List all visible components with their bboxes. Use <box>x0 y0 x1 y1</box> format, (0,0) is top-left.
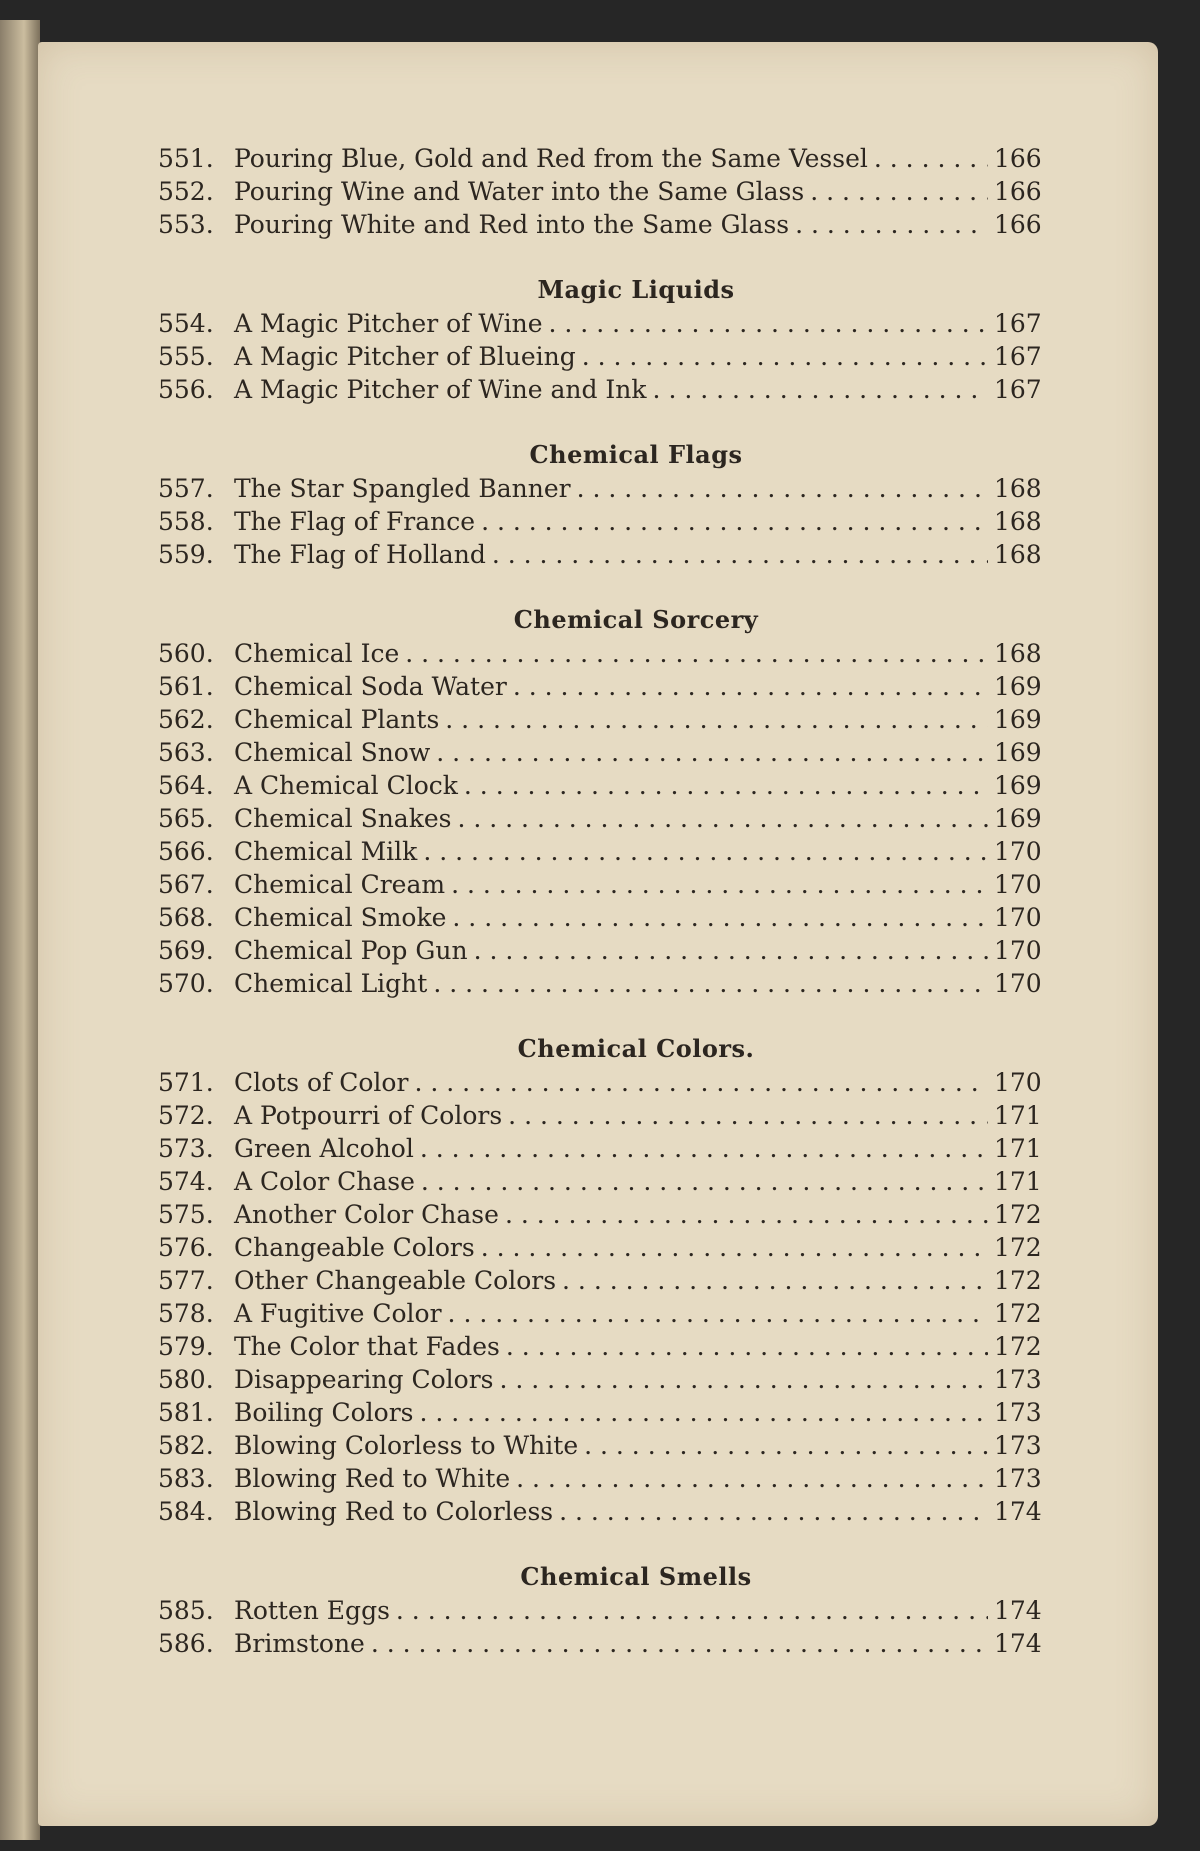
leader-dots <box>371 1629 988 1658</box>
toc-entry <box>158 1497 1042 1530</box>
toc-entry <box>158 1068 1042 1101</box>
toc-entry <box>158 1299 1042 1332</box>
leader-dots <box>421 1167 988 1196</box>
leader-dots <box>396 1596 988 1625</box>
entry-page: 170 <box>994 936 1042 965</box>
toc-entry <box>158 1167 1042 1200</box>
leader-dots <box>451 870 988 899</box>
entry-title: Another Color Chase <box>234 1200 499 1229</box>
entry-page: 166 <box>994 144 1042 173</box>
entry-number: 582. <box>158 1431 214 1460</box>
entry-number: 555. <box>158 342 214 371</box>
entry-page: 169 <box>994 738 1042 767</box>
entry-page: 172 <box>994 1299 1042 1328</box>
entry-title: Chemical Snakes <box>234 804 452 833</box>
leader-dots <box>516 1464 988 1493</box>
entry-title: Chemical Snow <box>234 738 431 767</box>
entry-number: 574. <box>158 1167 214 1196</box>
entry-title: A Chemical Clock <box>234 771 458 800</box>
toc-entry <box>158 144 1042 177</box>
leader-dots <box>405 639 988 668</box>
entry-page: 170 <box>994 969 1042 998</box>
leader-dots <box>452 903 988 932</box>
entry-title: Clots of Color <box>234 1068 409 1097</box>
toc-entry <box>158 1266 1042 1299</box>
entry-page: 166 <box>994 177 1042 206</box>
entry-page: 171 <box>994 1101 1042 1130</box>
entry-page: 169 <box>994 804 1042 833</box>
entry-page: 169 <box>994 771 1042 800</box>
entry-number: 554. <box>158 309 214 338</box>
toc-entry <box>158 507 1042 540</box>
entry-number: 581. <box>158 1398 214 1427</box>
entry-title: A Magic Pitcher of Blueing <box>234 342 576 371</box>
entry-number: 556. <box>158 375 214 404</box>
entry-page: 171 <box>994 1134 1042 1163</box>
entry-number: 569. <box>158 936 214 965</box>
entry-page: 172 <box>994 1200 1042 1229</box>
entry-page: 174 <box>994 1629 1042 1658</box>
entry-number: 557. <box>158 474 214 503</box>
entry-number: 561. <box>158 672 214 701</box>
section-heading: Chemical Smells <box>520 1562 752 1591</box>
leader-dots <box>584 1431 988 1460</box>
entry-number: 567. <box>158 870 214 899</box>
entry-number: 559. <box>158 540 214 569</box>
entry-title: Disappearing Colors <box>234 1365 494 1394</box>
entry-title: Blowing Red to White <box>234 1464 511 1493</box>
toc-entry <box>158 1200 1042 1233</box>
toc-entry <box>158 804 1042 837</box>
leader-dots <box>433 969 988 998</box>
entry-page: 172 <box>994 1266 1042 1295</box>
entry-title: Changeable Colors <box>234 1233 475 1262</box>
entry-number: 560. <box>158 639 214 668</box>
leader-dots <box>508 1101 988 1130</box>
entry-title: Chemical Ice <box>234 639 400 668</box>
toc-entry <box>158 1398 1042 1431</box>
leader-dots <box>420 1134 988 1163</box>
entry-page: 166 <box>994 210 1042 239</box>
toc-entry <box>158 1464 1042 1497</box>
entry-number: 572. <box>158 1101 214 1130</box>
entry-title: Chemical Light <box>234 969 428 998</box>
entry-page: 168 <box>994 507 1042 536</box>
table-of-contents <box>158 144 1042 1662</box>
entry-page: 169 <box>994 672 1042 701</box>
toc-entry <box>158 738 1042 771</box>
leader-dots <box>559 1497 988 1526</box>
entry-number: 563. <box>158 738 214 767</box>
leader-dots <box>436 738 988 767</box>
toc-entry <box>158 309 1042 342</box>
leader-dots <box>505 1200 988 1229</box>
entry-title: Pouring White and Red into the Same Glass <box>234 210 790 239</box>
toc-entry <box>158 540 1042 573</box>
leader-dots <box>810 177 988 206</box>
entry-number: 571. <box>158 1068 214 1097</box>
leader-dots <box>500 1365 989 1394</box>
toc-entry <box>158 1134 1042 1167</box>
entry-number: 580. <box>158 1365 214 1394</box>
toc-entry <box>158 771 1042 804</box>
entry-title: Chemical Cream <box>234 870 446 899</box>
entry-page: 173 <box>994 1365 1042 1394</box>
leader-dots <box>582 342 988 371</box>
leader-dots <box>414 1068 988 1097</box>
entry-number: 586. <box>158 1629 214 1658</box>
entry-title: Pouring Blue, Gold and Red from the Same Vessel <box>234 144 868 173</box>
entry-title: Other Changeable Colors <box>234 1266 557 1295</box>
entry-number: 568. <box>158 903 214 932</box>
entry-page: 172 <box>994 1233 1042 1262</box>
entry-number: 558. <box>158 507 214 536</box>
entry-page: 174 <box>994 1596 1042 1625</box>
entry-page: 168 <box>994 639 1042 668</box>
entry-number: 570. <box>158 969 214 998</box>
entry-number: 578. <box>158 1299 214 1328</box>
leader-dots <box>481 507 988 536</box>
entry-title: Chemical Pop Gun <box>234 936 468 965</box>
entry-number: 552. <box>158 177 214 206</box>
entry-number: 576. <box>158 1233 214 1262</box>
entry-title: The Star Spangled Banner <box>234 474 571 503</box>
entry-page: 172 <box>994 1332 1042 1361</box>
entry-page: 173 <box>994 1464 1042 1493</box>
toc-entry <box>158 936 1042 969</box>
entry-title: Rotten Eggs <box>234 1596 390 1625</box>
entry-number: 577. <box>158 1266 214 1295</box>
entry-page: 167 <box>994 342 1042 371</box>
entry-number: 553. <box>158 210 214 239</box>
entry-page: 174 <box>994 1497 1042 1526</box>
leader-dots <box>562 1266 988 1295</box>
entry-page: 167 <box>994 375 1042 404</box>
entry-page: 170 <box>994 903 1042 932</box>
entry-title: Pouring Wine and Water into the Same Glass <box>234 177 805 206</box>
entry-number: 585. <box>158 1596 214 1625</box>
leader-dots <box>653 375 988 404</box>
leader-dots <box>445 705 988 734</box>
entry-number: 579. <box>158 1332 214 1361</box>
entry-title: A Magic Pitcher of Wine <box>234 309 543 338</box>
leader-dots <box>506 1332 988 1361</box>
toc-entry <box>158 1233 1042 1266</box>
leader-dots <box>448 1299 988 1328</box>
section-heading: Chemical Flags <box>529 440 743 469</box>
leader-dots <box>419 1398 988 1427</box>
entry-page: 171 <box>994 1167 1042 1196</box>
entry-number: 562. <box>158 705 214 734</box>
entry-title: A Magic Pitcher of Wine and Ink <box>234 375 647 404</box>
entry-title: The Flag of France <box>234 507 476 536</box>
entry-title: The Flag of Holland <box>234 540 486 569</box>
entry-title: Chemical Soda Water <box>234 672 507 701</box>
entry-title: Brimstone <box>234 1629 365 1658</box>
entry-number: 551. <box>158 144 214 173</box>
entry-number: 565. <box>158 804 214 833</box>
toc-entry <box>158 1629 1042 1662</box>
entry-page: 170 <box>994 870 1042 899</box>
entry-number: 584. <box>158 1497 214 1526</box>
entry-number: 583. <box>158 1464 214 1493</box>
entry-title: Chemical Plants <box>234 705 440 734</box>
entry-title: Green Alcohol <box>234 1134 414 1163</box>
leader-dots <box>577 474 988 503</box>
toc-entry <box>158 474 1042 507</box>
entry-number: 575. <box>158 1200 214 1229</box>
book-page <box>38 42 1158 1826</box>
toc-entry <box>158 1332 1042 1365</box>
entry-page: 173 <box>994 1398 1042 1427</box>
toc-entry <box>158 1431 1042 1464</box>
toc-entry <box>158 375 1042 408</box>
entry-page: 173 <box>994 1431 1042 1460</box>
entry-title: Blowing Colorless to White <box>234 1431 579 1460</box>
entry-page: 170 <box>994 837 1042 866</box>
entry-page: 169 <box>994 705 1042 734</box>
leader-dots <box>474 936 988 965</box>
leader-dots <box>457 804 988 833</box>
entry-title: A Color Chase <box>234 1167 415 1196</box>
toc-entry <box>158 903 1042 936</box>
toc-entry <box>158 1596 1042 1629</box>
entry-page: 170 <box>994 1068 1042 1097</box>
toc-entry <box>158 1365 1042 1398</box>
entry-page: 168 <box>994 474 1042 503</box>
entry-page: 168 <box>994 540 1042 569</box>
leader-dots <box>513 672 988 701</box>
toc-entry <box>158 342 1042 375</box>
leader-dots <box>464 771 988 800</box>
toc-entry <box>158 639 1042 672</box>
entry-title: Blowing Red to Colorless <box>234 1497 554 1526</box>
toc-entry <box>158 870 1042 903</box>
toc-entry <box>158 177 1042 210</box>
entry-title: A Fugitive Color <box>234 1299 442 1328</box>
entry-title: The Color that Fades <box>234 1332 500 1361</box>
leader-dots <box>795 210 988 239</box>
toc-entry <box>158 837 1042 870</box>
toc-entry <box>158 210 1042 243</box>
toc-entry <box>158 672 1042 705</box>
entry-number: 566. <box>158 837 214 866</box>
entry-number: 564. <box>158 771 214 800</box>
section-heading: Chemical Colors. <box>517 1034 755 1063</box>
entry-title: Chemical Smoke <box>234 903 447 932</box>
leader-dots <box>874 144 988 173</box>
entry-title: A Potpourri of Colors <box>234 1101 503 1130</box>
leader-dots <box>423 837 988 866</box>
entry-title: Boiling Colors <box>234 1398 414 1427</box>
toc-entry <box>158 1101 1042 1134</box>
section-heading: Chemical Sorcery <box>513 605 759 634</box>
entry-title: Chemical Milk <box>234 837 418 866</box>
entry-page: 167 <box>994 309 1042 338</box>
section-heading: Magic Liquids <box>537 275 735 304</box>
toc-entry <box>158 969 1042 1002</box>
previous-page-edge <box>0 20 40 1840</box>
entry-number: 573. <box>158 1134 214 1163</box>
leader-dots <box>549 309 988 338</box>
leader-dots <box>492 540 988 569</box>
toc-entry <box>158 705 1042 738</box>
leader-dots <box>481 1233 988 1262</box>
